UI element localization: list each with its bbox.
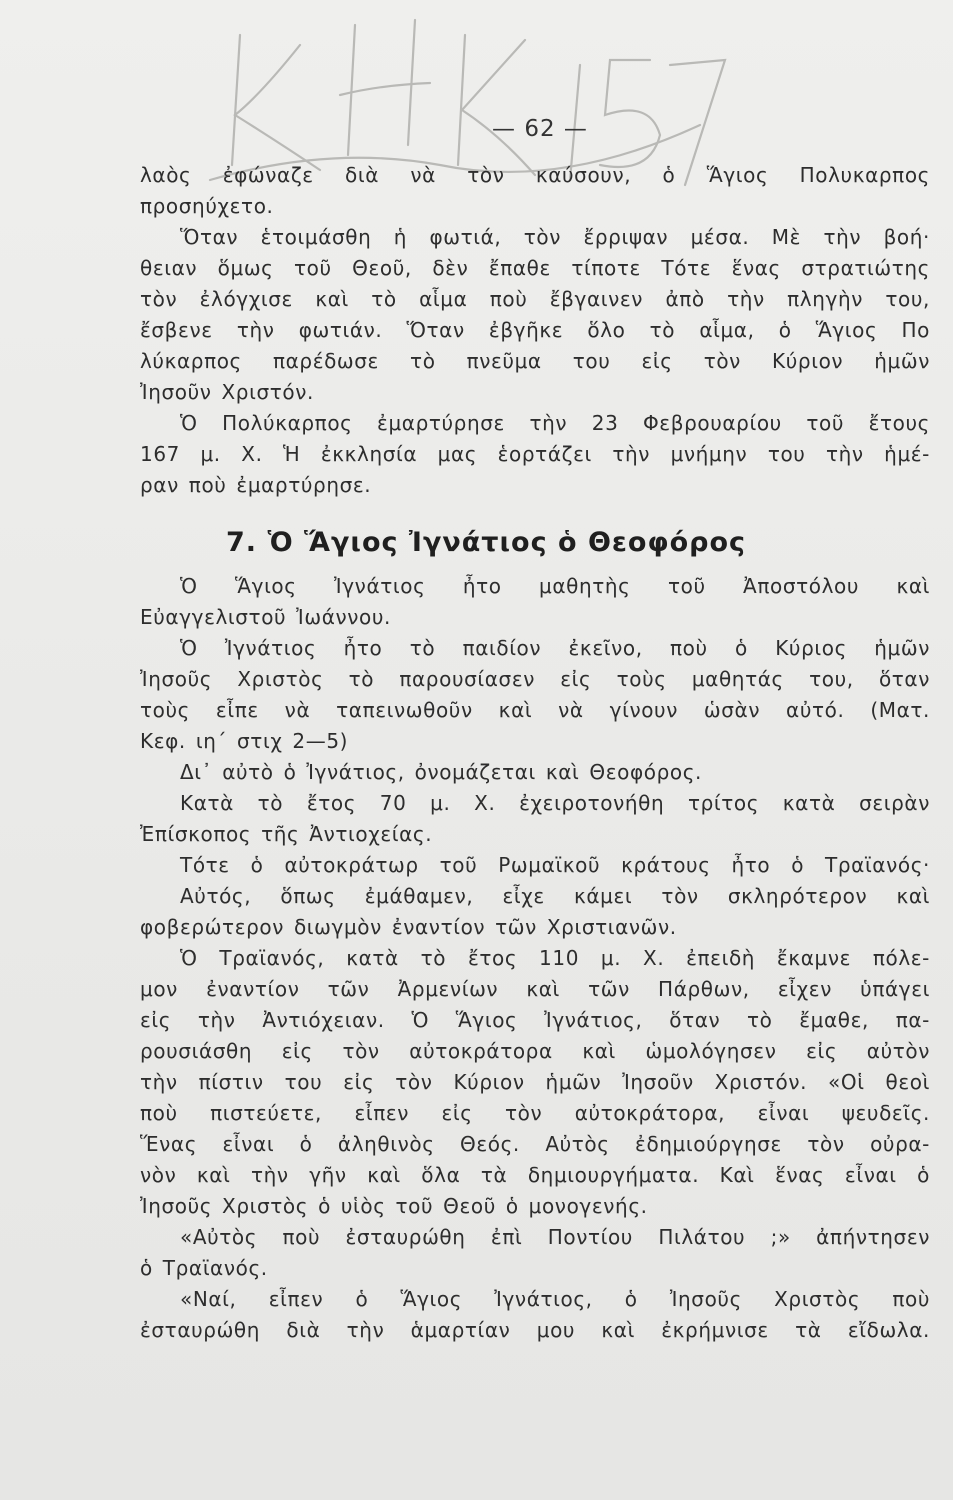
- text-line: Ὁ Ἰγνάτιος ἦτο τὸ παιδίον ἐκεῖνο, ποὺ ὁ Κύριος ἡμῶν: [180, 636, 930, 660]
- text-line: τὴν πίστιν του εἰς τὸν Κύριον ἡμῶν Ἰησοῦν Χριστόν. «Οἱ θεοὶ: [140, 1070, 930, 1094]
- text-line: ποὺ πιστεύετε, εἶπεν εἰς τὸν αὐτοκράτορα, εἶναι ψευδεῖς.: [140, 1101, 930, 1125]
- paragraphs-before-heading: [140, 160, 930, 501]
- section-heading: 7. Ὁ Ἅγιος Ἰγνάτιος ὁ Θεοφόρος: [226, 527, 747, 558]
- text-line: τοὺς εἶπε νὰ ταπεινωθοῦν καὶ νὰ γίνουν ὡσὰν αὐτό. (Ματ.: [140, 698, 930, 722]
- text-line: Ὁ Πολύκαρπος ἐμαρτύρησε τὴν 23 Φεβρουαρίου τοῦ ἔτους: [180, 411, 930, 435]
- text-line: ἐσταυρώθη διὰ τὴν ἁμαρτίαν μου καὶ ἐκρήμνισε τὰ εἴδωλα.: [140, 1318, 930, 1342]
- text-line: Ἰησοῦς Χριστὸς ὁ υἱὸς τοῦ Θεοῦ ὁ μονογενής.: [140, 1194, 648, 1218]
- text-line: Εὐαγγελιστοῦ Ἰωάννου.: [140, 605, 392, 629]
- text-line: ραν ποὺ ἐμαρτύρησε.: [140, 473, 372, 497]
- text-line: ὁ Τραϊανός.: [140, 1256, 268, 1280]
- text-line: Κατὰ τὸ ἔτος 70 μ. Χ. ἐχειροτονήθη τρίτος κατὰ σειρὰν: [180, 791, 930, 815]
- paragraphs-after-heading: [140, 571, 930, 1346]
- text-line: ρουσιάσθη εἰς τὸν αὐτοκράτορα καὶ ὡμολόγησεν εἰς αὐτὸν: [140, 1039, 930, 1063]
- text-line: εἰς τὴν Ἀντιόχειαν. Ὁ Ἅγιος Ἰγνάτιος, ὅταν τὸ ἔμαθε, πα-: [140, 1008, 930, 1032]
- text-line: Ἐπίσκοπος τῆς Ἀντιοχείας.: [140, 822, 433, 846]
- text-line: προσηύχετο.: [140, 194, 274, 218]
- body-text: [140, 160, 930, 1346]
- text-line: 167 μ. Χ. Ἡ ἐκκλησία μας ἑορτάζει τὴν μνήμην του τὴν ἡμέ-: [140, 442, 930, 466]
- text-line: ἔσβενε τὴν φωτιάν. Ὅταν ἐβγῆκε ὅλο τὸ αἷμα, ὁ Ἅγιος Πο: [140, 318, 930, 342]
- text-line: Ὅταν ἑτοιμάσθη ἡ φωτιά, τὸν ἔρριψαν μέσα. Μὲ τὴν βοή·: [180, 225, 930, 249]
- text-line: λαὸς ἐφώναζε διὰ νὰ τὸν καύσουν, ὁ Ἅγιος Πολυκαρπος: [140, 163, 930, 187]
- text-line: Αὐτός, ὅπως ἐμάθαμεν, εἶχε κάμει τὸν σκληρότερον καὶ: [180, 884, 930, 908]
- text-line: Κεφ. ιη΄ στιχ 2—5): [140, 729, 349, 753]
- text-line: νὸν καὶ τὴν γῆν καὶ ὅλα τὰ δημιουργήματα. Καὶ ἕνας εἶναι ὁ: [140, 1163, 930, 1187]
- text-line: λύκαρπος παρέδωσε τὸ πνεῦμα του εἰς τὸν Κύριον ἡμῶν: [140, 349, 930, 373]
- text-line: φοβερώτερον διωγμὸν ἐναντίον τῶν Χριστιανῶν.: [140, 915, 677, 939]
- text-line: Ὁ Τραϊανός, κατὰ τὸ ἔτος 110 μ. Χ. ἐπειδὴ ἔκαμνε πόλε-: [180, 946, 930, 970]
- text-line: μον ἐναντίον τῶν Ἀρμενίων καὶ τῶν Πάρθων, εἶχεν ὑπάγει: [140, 977, 930, 1001]
- text-line: Ἰησοῦς Χριστὸς τὸ παρουσίασεν εἰς τοὺς μαθητάς του, ὅταν: [140, 667, 930, 691]
- text-line: Δι᾿ αὐτὸ ὁ Ἰγνάτιος, ὀνομάζεται καὶ Θεοφόρος.: [180, 760, 703, 784]
- text-line: Τότε ὁ αὐτοκράτωρ τοῦ Ρωμαϊκοῦ κράτους ἦτο ὁ Τραϊανός·: [180, 853, 930, 877]
- text-line: τὸν ἐλόγχισε καὶ τὸ αἷμα ποὺ ἔβγαινεν ἀπὸ τὴν πληγὴν του,: [140, 287, 930, 311]
- page-number: — 62 —: [492, 116, 588, 142]
- text-line: θειαν ὅμως τοῦ Θεοῦ, δὲν ἔπαθε τίποτε Τότε ἕνας στρατιώτης: [140, 256, 930, 280]
- text-line: «Αὐτὸς ποὺ ἐσταυρώθη ἐπὶ Ποντίου Πιλάτου ;» ἀπήντησεν: [180, 1225, 930, 1249]
- text-line: «Ναί, εἶπεν ὁ Ἅγιος Ἰγνάτιος, ὁ Ἰησοῦς Χριστὸς ποὺ: [180, 1287, 930, 1311]
- text-line: Ἕνας εἶναι ὁ ἀληθινὸς Θεός. Αὐτὸς ἐδημιούργησε τὸν οὐρα-: [140, 1132, 930, 1156]
- text-line: Ὁ Ἅγιος Ἰγνάτιος ἦτο μαθητὴς τοῦ Ἀποστόλου καὶ: [180, 574, 930, 598]
- text-line: Ἰησοῦν Χριστόν.: [140, 380, 314, 404]
